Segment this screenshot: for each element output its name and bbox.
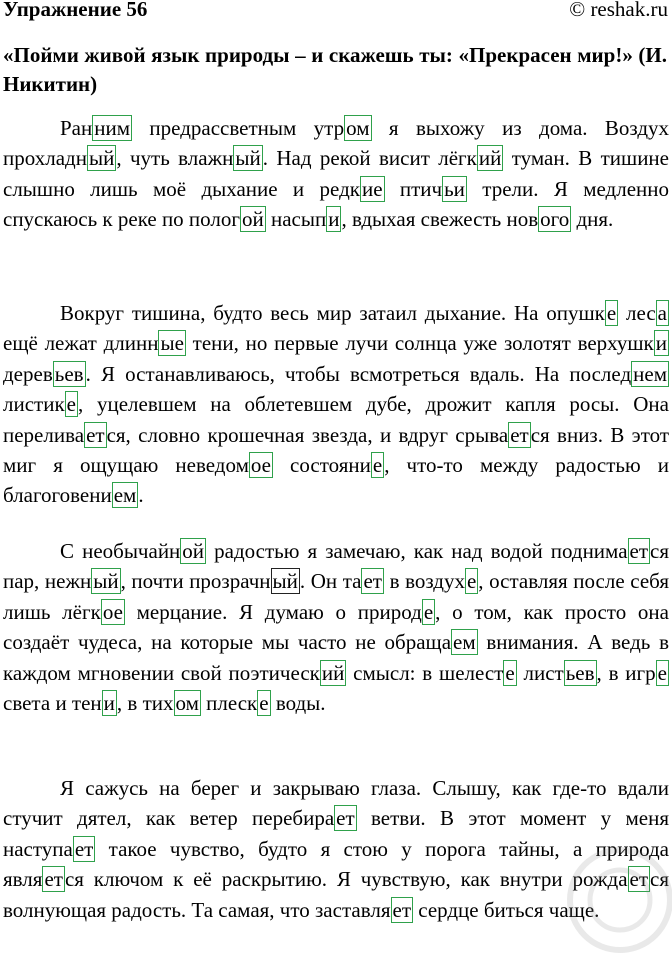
marked-ending: ьев — [565, 660, 595, 685]
text-run: внимания. А ведь в каждом мгновении свой поэтическ — [3, 630, 669, 685]
text-run: , оставляя после себя лишь лёгк — [3, 569, 669, 624]
text-run: , в тих — [116, 691, 174, 716]
text-run: ещё лежат длинн — [3, 331, 159, 356]
marked-ending: ие — [361, 176, 383, 201]
text-run: лес — [618, 301, 656, 325]
marked-ending: ом — [175, 691, 199, 716]
marked-ending: е — [657, 660, 667, 685]
marked-ending: ет — [363, 569, 382, 594]
marked-ending: ет — [44, 867, 63, 892]
text-run: ся пар, нежн — [3, 539, 670, 594]
marked-ending: ет — [510, 422, 529, 447]
marked-ending: е — [606, 301, 617, 325]
marked-ending: ет — [74, 836, 94, 861]
text-run: я выхожу из дома. Воздух прохладн — [3, 116, 670, 171]
marked-ending: ый — [235, 146, 261, 171]
text-run: . Над рекой висит лёгк — [262, 146, 477, 171]
text-run: Ран — [60, 116, 93, 140]
marked-ending: е — [66, 392, 76, 417]
text-run: тени, но первые лучи солнца уже золотят верхушк — [185, 331, 654, 356]
marked-ending: нем — [633, 361, 667, 386]
marked-ending: и — [103, 691, 115, 716]
paragraph-1 — [3, 113, 669, 235]
text-run: , что-то между радостью и благоговени — [3, 453, 669, 508]
marked-ending: ий — [321, 660, 345, 685]
text-run: Вокруг тишина, будто весь мир затаил дыхание. На опушк — [60, 301, 605, 325]
marked-ending: ые — [160, 331, 184, 356]
text-run: насып — [265, 207, 327, 232]
text-run: ветви. В этот момент у меня наступа — [3, 806, 669, 861]
marked-ending: е — [505, 660, 515, 685]
text-run: ся ключом к её раскрытию. Я чувствую, как внутри рожда — [64, 867, 628, 892]
text-run: Я сажусь на берег и закрываю глаза. Слышу, как где-то вдали стучит дятел, как ветер перебира — [3, 776, 669, 831]
text-run: мерцание. Я думаю о природ — [124, 599, 422, 624]
marked-ending: ет — [629, 539, 649, 563]
text-run: С необычайн — [60, 539, 181, 563]
marked-ending: е — [372, 453, 383, 478]
marked-ending: е — [423, 599, 434, 624]
text-run: листик — [3, 392, 65, 417]
marked-ending: ой — [242, 207, 264, 232]
text-run: , почти прозрачн — [120, 569, 271, 594]
text-run: состояни — [272, 453, 371, 478]
page-header — [3, 0, 668, 24]
task-heading: «Пойми живой язык природы – и скажешь ты: «Прекрасен мир!» (И. Никитин) — [3, 43, 667, 96]
marked-ending: и — [328, 207, 340, 232]
text-run: ся, словно крошечная звезда, и вдруг срыва — [106, 422, 509, 447]
text-run: воды. — [270, 691, 326, 716]
text-run: туман. В тишине слышно лишь моё дыхание и редк — [3, 146, 669, 201]
marked-ending: ьи — [444, 176, 465, 201]
text-run: , чуть влажн — [116, 146, 234, 171]
marked-ending: ий — [478, 146, 502, 171]
text-run: . — [138, 483, 144, 508]
paragraph-3 — [3, 536, 669, 718]
text-run: , о том, как просто она создаёт чудеса, на которые мы часто не обраща — [3, 599, 669, 655]
text-run: лист — [516, 660, 564, 685]
marked-ending: а — [657, 301, 667, 325]
marked-ending: ем — [113, 483, 137, 508]
text-run: смысл: в шелест — [346, 660, 504, 685]
marked-ending: ое — [250, 453, 271, 478]
paragraph-4 — [3, 773, 669, 925]
marked-ending: ет — [336, 806, 355, 831]
text-run: , в игр — [596, 660, 656, 685]
text-run: такое чувство, будто я стою у порога тайны, а природа явля — [3, 836, 669, 892]
marked-ending: ого — [540, 207, 570, 232]
text-run: сердце биться чаще. — [413, 897, 600, 922]
marked-ending: ом — [346, 116, 370, 140]
marked-ending: ним — [94, 116, 131, 140]
text-run: . Я останавливаюсь, чтобы всмотреться вдаль. На послед — [85, 361, 632, 386]
marked-ending: ой — [182, 539, 205, 563]
text-run: , вдыхая свежесть нов — [341, 207, 539, 232]
text-run: . Он та — [299, 569, 362, 594]
marked-ending: ьев — [54, 361, 84, 386]
text-run: птич — [384, 176, 443, 201]
text-run: в воздух — [383, 569, 465, 594]
marked-ending: ый — [88, 146, 115, 171]
marked-ending-dark: ый — [272, 569, 298, 594]
marked-ending: е — [259, 691, 269, 716]
marked-ending: ое — [102, 599, 123, 624]
text-run: , уцелевшем на облетевшем дубе, дрожит капля росы. Она перелива — [3, 392, 669, 447]
text-run: дня. — [571, 207, 614, 232]
exercise-title: Упражнение 56 — [3, 0, 148, 21]
marked-ending: ет — [629, 867, 649, 892]
marked-ending: е — [466, 569, 477, 594]
text-run: предрассветным — [132, 116, 297, 140]
marked-ending: ем — [453, 630, 476, 655]
site-credit: © reshak.ru — [569, 0, 668, 21]
paragraph-2 — [3, 298, 669, 511]
text-run: света и тен — [3, 691, 102, 716]
text-run: трели. Я медленно спускаюсь к реке по полог — [3, 176, 669, 232]
marked-ending: ый — [93, 569, 119, 594]
marked-ending: ет — [392, 897, 411, 922]
text-run: ся волнующая радость. Та самая, что заставля — [3, 867, 669, 922]
text-run: плеск — [200, 691, 258, 716]
text-run: радостью я замечаю, как над водой поднима — [206, 539, 628, 563]
marked-ending: ет — [86, 422, 105, 447]
text-run: дерев — [3, 361, 53, 386]
text-run: ся вниз. В этот миг я ощущаю неведом — [3, 422, 669, 478]
marked-ending: и — [655, 331, 667, 356]
text-run: утр — [296, 116, 345, 140]
